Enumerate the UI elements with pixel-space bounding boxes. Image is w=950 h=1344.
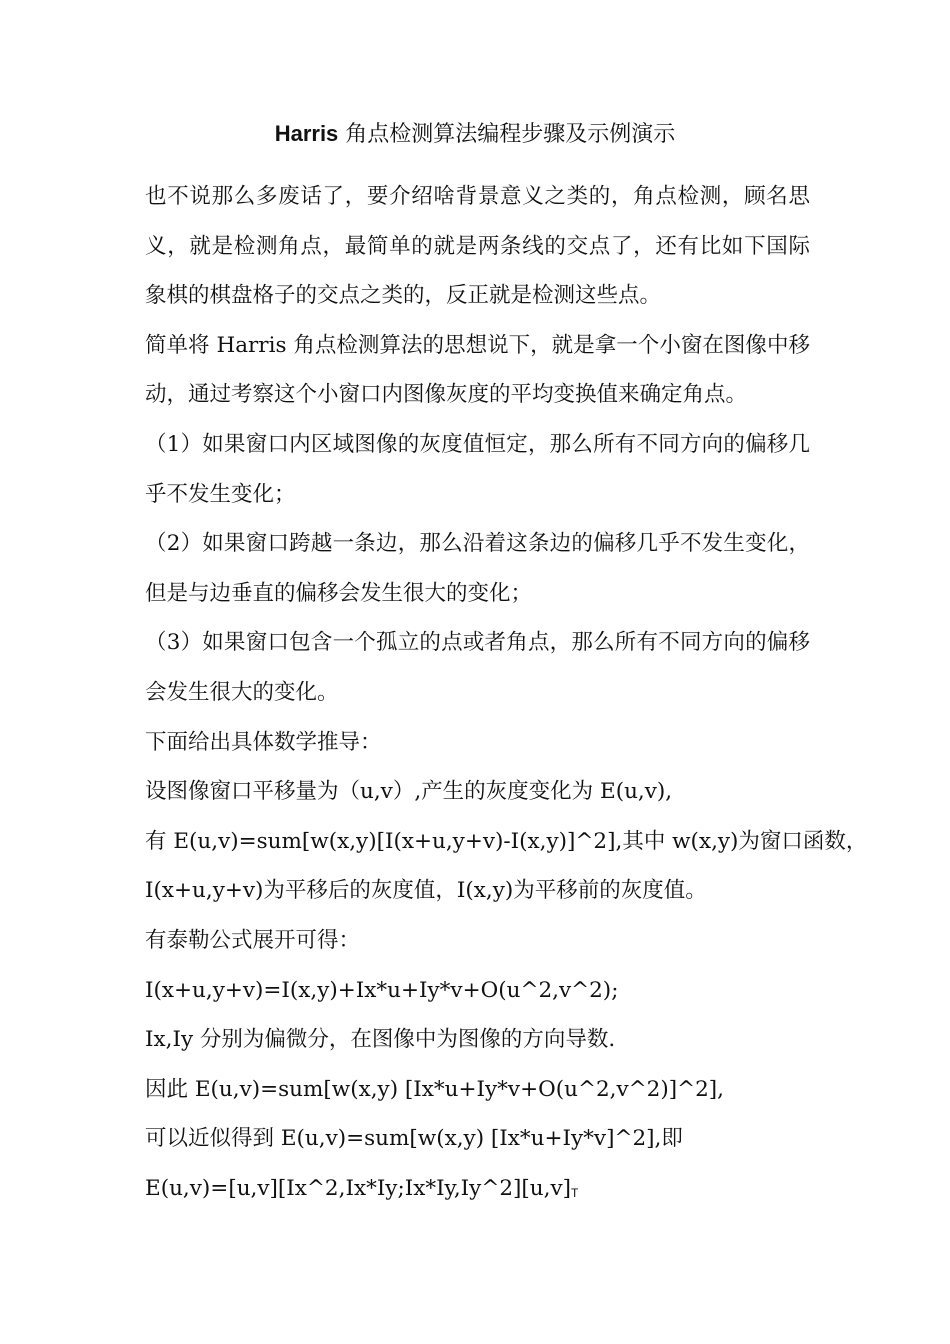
paragraph-intro: 也不说那么多废话了，要介绍啥背景意义之类的，角点检测，顾名思义，就是检测角点，最简单的就是两条线的交点了，还有比如下国际象棋的棋盘格子的交点之类的，反正就是检测这些点。: [145, 184, 810, 309]
paragraph-gray-values: I(x+u,y+v)为平移后的灰度值，I(x,y)为平移前的灰度值。: [145, 878, 707, 904]
document-title: [0, 118, 950, 151]
paragraph-matrix-formula: [145, 1164, 810, 1219]
paragraph-taylor-formula: I(x+u,y+v)=I(x,y)+Ix*u+Iy*v+O(u^2,v^2);: [145, 977, 619, 1003]
paragraph-case-1: （1）如果窗口内区域图像的灰度值恒定，那么所有不同方向的偏移几乎不发生变化；: [145, 431, 810, 507]
paragraph-energy-approx: 可以近似得到 E(u,v)=sum[w(x,y) [Ix*u+Iy*v]^2],即: [145, 1126, 683, 1152]
paragraph-energy-expanded: 因此 E(u,v)=sum[w(x,y) [Ix*u+Iy*v+O(u^2,v^2)]^2],: [145, 1076, 725, 1102]
paragraph-derivation-heading: 下面给出具体数学推导：: [145, 729, 382, 755]
paragraph-partial-derivatives: Ix,Iy 分别为偏微分，在图像中为图像的方向导数.: [145, 1027, 616, 1053]
paragraph-taylor-heading: 有泰勒公式展开可得：: [145, 927, 361, 953]
title-latin-part: Harris: [274, 121, 339, 146]
paragraph-energy-def: 有 E(u,v)=sum[w(x,y)[I(x+u,y+v)-I(x,y)]^2],其中 w(x,y)为窗口函数，: [145, 828, 868, 854]
paragraph-harris-idea: 简单将 Harris 角点检测算法的思想说下，就是拿一个小窗在图像中移动，通过考察这个小窗口内图像灰度的平均变换值来确定角点。: [145, 332, 810, 408]
paragraph-case-2: （2）如果窗口跨越一条边，那么沿着这条边的偏移几乎不发生变化，但是与边垂直的偏移会发生很大的变化；: [145, 531, 810, 606]
paragraph-translation-def: 设图像窗口平移量为（u,v）,产生的灰度变化为 E(u,v),: [145, 779, 673, 805]
document-body: [145, 172, 868, 1218]
title-chinese-part: 角点检测算法编程步骤及示例演示: [338, 122, 676, 147]
matrix-formula-text: E(u,v)=[u,v][Ix^2,Ix*Iy;Ix*Iy,Iy^2][u,v]: [145, 1175, 572, 1201]
paragraph-case-3: （3）如果窗口包含一个孤立的点或者角点，那么所有不同方向的偏移会发生很大的变化。: [145, 630, 810, 705]
transpose-mark: T: [571, 1185, 579, 1200]
